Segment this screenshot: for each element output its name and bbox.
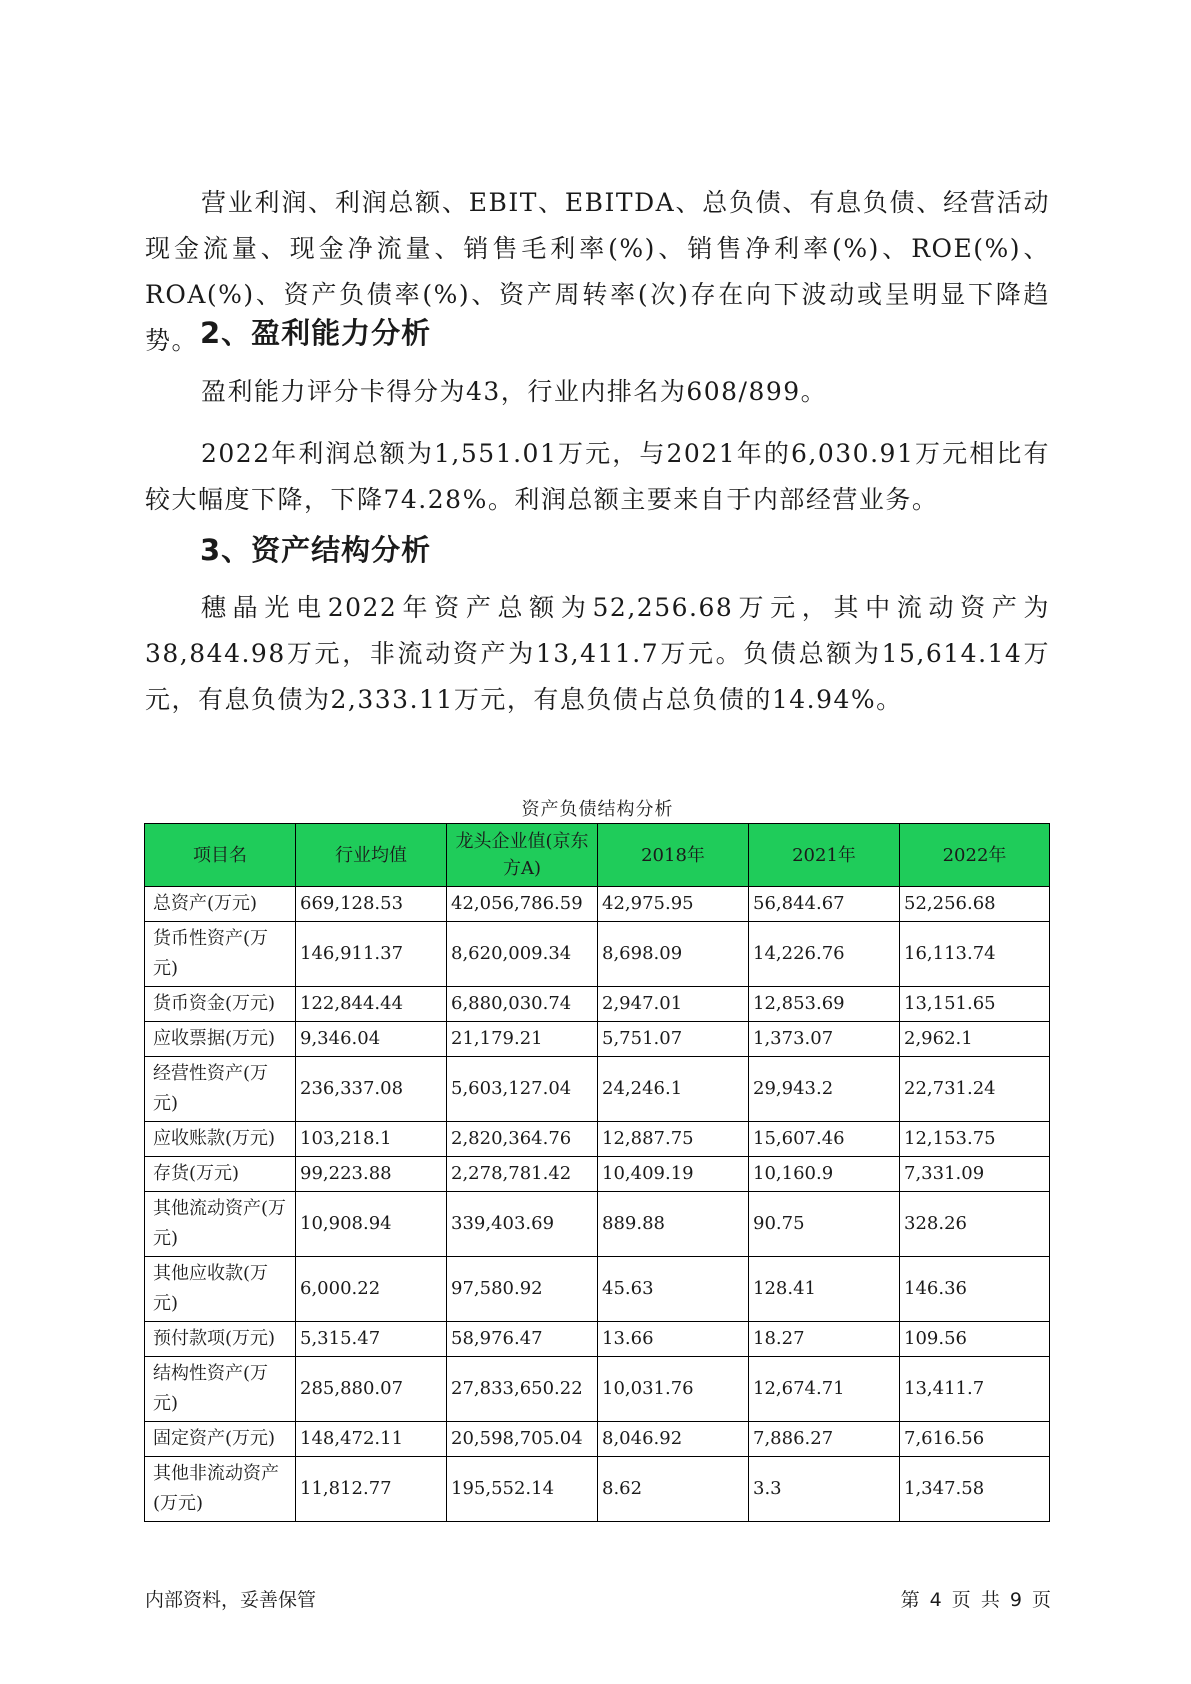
header-2018: 2018年 — [598, 824, 749, 887]
cell-2021: 3.3 — [749, 1457, 900, 1522]
row-label: 应收账款(万元) — [145, 1122, 296, 1157]
section-heading-asset-structure: 3、资产结构分析 — [200, 533, 432, 567]
table-row — [145, 1192, 1050, 1257]
cell-2021: 14,226.76 — [749, 922, 900, 987]
row-label: 货币性资产(万元) — [145, 922, 296, 987]
cell-industry-average: 103,218.1 — [296, 1122, 447, 1157]
row-label: 其他流动资产(万元) — [145, 1192, 296, 1257]
cell-2021: 15,607.46 — [749, 1122, 900, 1157]
cell-2022: 328.26 — [900, 1192, 1050, 1257]
cell-leader-value: 2,820,364.76 — [447, 1122, 598, 1157]
cell-leader-value: 27,833,650.22 — [447, 1357, 598, 1422]
cell-industry-average: 99,223.88 — [296, 1157, 447, 1192]
cell-2018: 8,698.09 — [598, 922, 749, 987]
cell-industry-average: 10,908.94 — [296, 1192, 447, 1257]
cell-industry-average: 11,812.77 — [296, 1457, 447, 1522]
cell-industry-average: 669,128.53 — [296, 887, 447, 922]
row-label: 应收票据(万元) — [145, 1022, 296, 1057]
cell-2021: 1,373.07 — [749, 1022, 900, 1057]
header-leader-value: 龙头企业值(京东方A) — [447, 824, 598, 887]
cell-2022: 109.56 — [900, 1322, 1050, 1357]
cell-2022: 52,256.68 — [900, 887, 1050, 922]
paragraph-asset-structure: 穗晶光电2022年资产总额为52,256.68万元，其中流动资产为38,844.98万元，非流动资产为13,411.7万元。负债总额为15,614.14万元，有息负债为2,333.11万元，有息负债占总负债的14.94%。 — [145, 593, 1050, 714]
cell-2018: 42,975.95 — [598, 887, 749, 922]
paragraph-trend-summary: 营业利润、利润总额、EBIT、EBITDA、总负债、有息负债、经营活动现金流量、现金净流量、销售毛利率(%)、销售净利率(%)、ROE(%)、ROA(%)、资产负债率(%)、资产周转率(次)存在向下波动或呈明显下降趋势。 — [145, 188, 1050, 355]
row-label: 预付款项(万元) — [145, 1322, 296, 1357]
cell-2021: 18.27 — [749, 1322, 900, 1357]
row-label: 存货(万元) — [145, 1157, 296, 1192]
cell-2022: 7,331.09 — [900, 1157, 1050, 1192]
row-label: 固定资产(万元) — [145, 1422, 296, 1457]
row-label: 经营性资产(万元) — [145, 1057, 296, 1122]
cell-2022: 22,731.24 — [900, 1057, 1050, 1122]
table-row — [145, 1022, 1050, 1057]
cell-leader-value: 5,603,127.04 — [447, 1057, 598, 1122]
cell-leader-value: 58,976.47 — [447, 1322, 598, 1357]
cell-2018: 24,246.1 — [598, 1057, 749, 1122]
cell-2021: 128.41 — [749, 1257, 900, 1322]
cell-leader-value: 339,403.69 — [447, 1192, 598, 1257]
cell-2018: 13.66 — [598, 1322, 749, 1357]
row-label: 结构性资产(万元) — [145, 1357, 296, 1422]
cell-2018: 889.88 — [598, 1192, 749, 1257]
cell-2021: 10,160.9 — [749, 1157, 900, 1192]
table-row — [145, 1457, 1050, 1522]
table-row — [145, 1357, 1050, 1422]
paragraph-profitability-score: 盈利能力评分卡得分为43，行业内排名为608/899。 — [201, 377, 828, 406]
cell-2022: 16,113.74 — [900, 922, 1050, 987]
cell-leader-value: 21,179.21 — [447, 1022, 598, 1057]
cell-2021: 56,844.67 — [749, 887, 900, 922]
table-row — [145, 1157, 1050, 1192]
cell-leader-value: 20,598,705.04 — [447, 1422, 598, 1457]
cell-leader-value: 97,580.92 — [447, 1257, 598, 1322]
cell-2021: 29,943.2 — [749, 1057, 900, 1122]
cell-2018: 45.63 — [598, 1257, 749, 1322]
cell-2021: 12,853.69 — [749, 987, 900, 1022]
cell-2022: 7,616.56 — [900, 1422, 1050, 1457]
table-row — [145, 1422, 1050, 1457]
header-2022: 2022年 — [900, 824, 1050, 887]
row-label: 货币资金(万元) — [145, 987, 296, 1022]
cell-industry-average: 5,315.47 — [296, 1322, 447, 1357]
cell-2022: 13,411.7 — [900, 1357, 1050, 1422]
asset-liability-table — [144, 823, 1050, 1522]
section-heading-profitability: 2、盈利能力分析 — [200, 316, 432, 350]
cell-2022: 1,347.58 — [900, 1457, 1050, 1522]
cell-2018: 12,887.75 — [598, 1122, 749, 1157]
cell-industry-average: 285,880.07 — [296, 1357, 447, 1422]
table-caption: 资产负债结构分析 — [521, 799, 674, 820]
cell-industry-average: 122,844.44 — [296, 987, 447, 1022]
cell-leader-value: 42,056,786.59 — [447, 887, 598, 922]
cell-2022: 13,151.65 — [900, 987, 1050, 1022]
cell-2022: 146.36 — [900, 1257, 1050, 1322]
cell-industry-average: 146,911.37 — [296, 922, 447, 987]
cell-2018: 8,046.92 — [598, 1422, 749, 1457]
cell-leader-value: 6,880,030.74 — [447, 987, 598, 1022]
cell-2018: 2,947.01 — [598, 987, 749, 1022]
cell-2018: 10,031.76 — [598, 1357, 749, 1422]
table-row — [145, 1057, 1050, 1122]
cell-2021: 7,886.27 — [749, 1422, 900, 1457]
table-row — [145, 1322, 1050, 1357]
paragraph-profit-total: 2022年利润总额为1,551.01万元，与2021年的6,030.91万元相比有较大幅度下降，下降74.28%。利润总额主要来自于内部经营业务。 — [145, 439, 1050, 514]
table-header-row — [145, 824, 1050, 887]
cell-2018: 5,751.07 — [598, 1022, 749, 1057]
cell-leader-value: 195,552.14 — [447, 1457, 598, 1522]
row-label: 总资产(万元) — [145, 887, 296, 922]
cell-leader-value: 8,620,009.34 — [447, 922, 598, 987]
cell-industry-average: 236,337.08 — [296, 1057, 447, 1122]
footer-confidential-note: 内部资料，妥善保管 — [145, 1589, 317, 1611]
row-label: 其他非流动资产(万元) — [145, 1457, 296, 1522]
cell-industry-average: 6,000.22 — [296, 1257, 447, 1322]
cell-2022: 2,962.1 — [900, 1022, 1050, 1057]
header-2021: 2021年 — [749, 824, 900, 887]
table-row — [145, 1122, 1050, 1157]
cell-2021: 90.75 — [749, 1192, 900, 1257]
row-label: 其他应收款(万元) — [145, 1257, 296, 1322]
table-row — [145, 987, 1050, 1022]
footer-page-number: 第 4 页 共 9 页 — [900, 1589, 1051, 1611]
cell-2018: 8.62 — [598, 1457, 749, 1522]
header-industry-average: 行业均值 — [296, 824, 447, 887]
cell-2021: 12,674.71 — [749, 1357, 900, 1422]
cell-industry-average: 9,346.04 — [296, 1022, 447, 1057]
cell-2022: 12,153.75 — [900, 1122, 1050, 1157]
table-row — [145, 887, 1050, 922]
table-row — [145, 922, 1050, 987]
cell-industry-average: 148,472.11 — [296, 1422, 447, 1457]
cell-leader-value: 2,278,781.42 — [447, 1157, 598, 1192]
table-row — [145, 1257, 1050, 1322]
cell-2018: 10,409.19 — [598, 1157, 749, 1192]
header-item-name: 项目名 — [145, 824, 296, 887]
